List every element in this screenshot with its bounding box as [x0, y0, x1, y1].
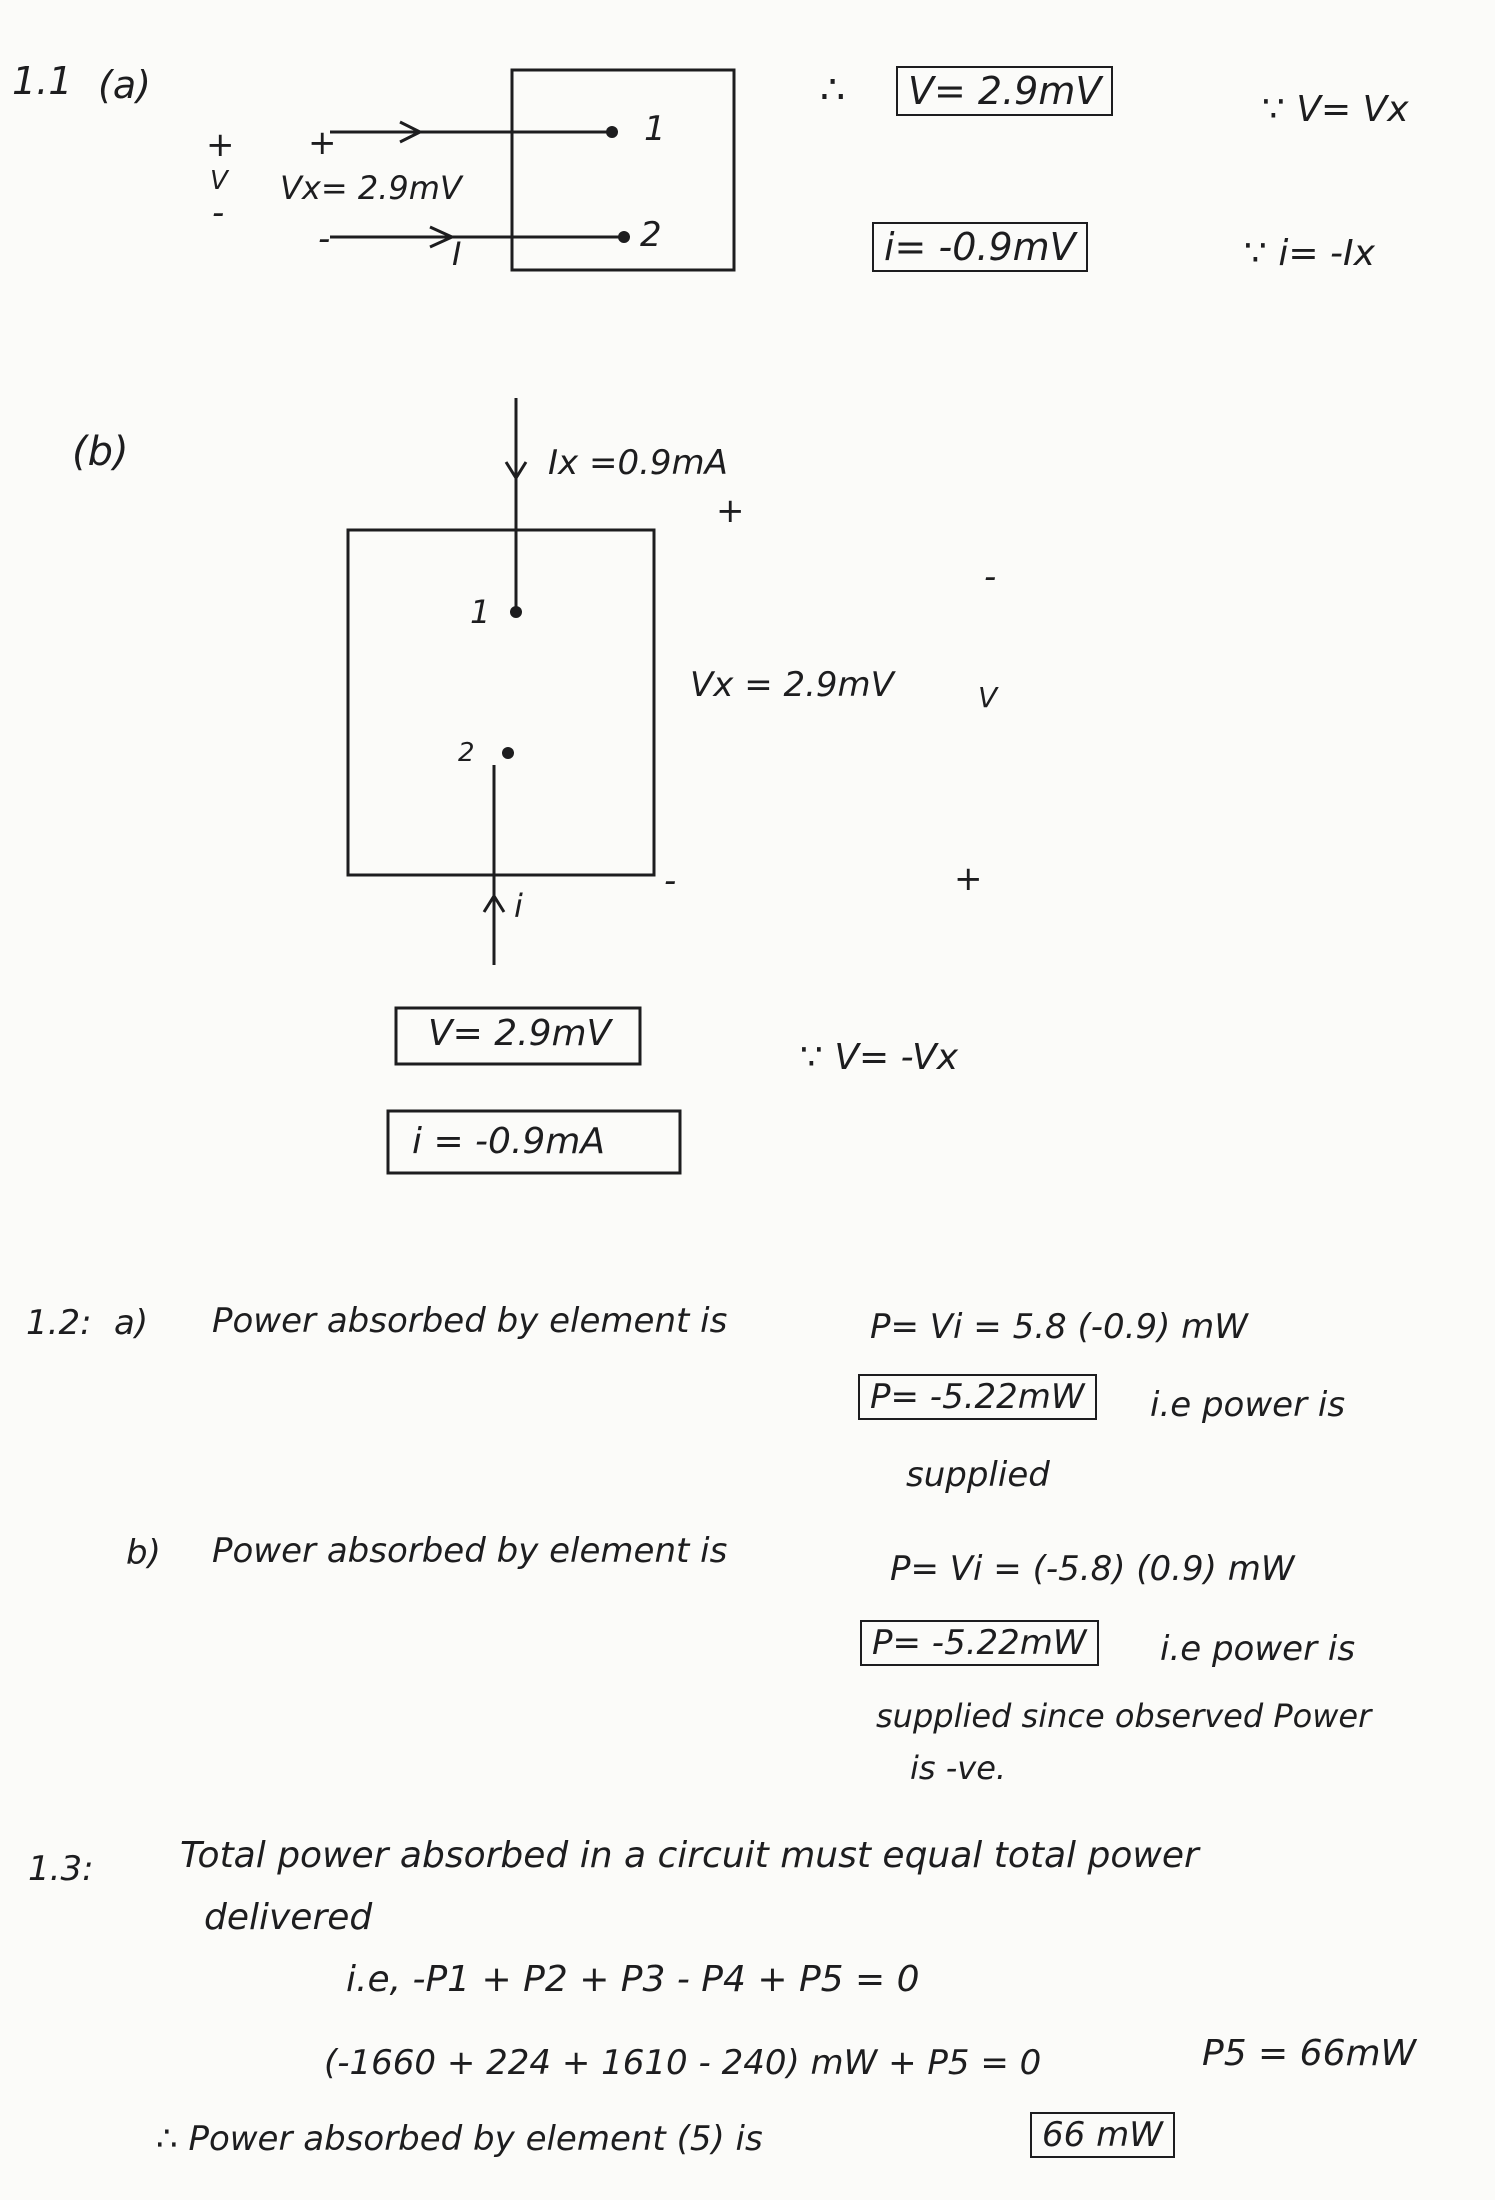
power-equation-a: P= Vi = 5.8 (-0.9) mW	[870, 1307, 1248, 1347]
minus-sign-left: -	[212, 193, 225, 233]
element-box-b	[348, 530, 654, 875]
final-result-p5: 66 mW	[1030, 2112, 1175, 2158]
power-result-b: P= -5.22mW	[860, 1620, 1099, 1666]
because-v-equals-minus-vx: ∵ V= -Vx	[800, 1037, 959, 1078]
terminal-1-label-b: 1	[470, 593, 491, 631]
problem-1-3-label: 1.3:	[28, 1849, 94, 1889]
part-a-label-1-2: a)	[114, 1303, 149, 1343]
i-label-b: i	[514, 887, 523, 925]
because-v-equals-vx: ∵ V= Vx	[1262, 89, 1409, 130]
plus-sign-top-b: +	[716, 491, 745, 531]
p5-value: P5 = 66mW	[1202, 2033, 1417, 2074]
power-note-b-3: is -ve.	[910, 1749, 1007, 1787]
power-equation-b: P= Vi = (-5.8) (0.9) mW	[890, 1549, 1295, 1589]
minus-sign-right-b: -	[984, 557, 997, 597]
power-result-a: P= -5.22mW	[858, 1374, 1097, 1420]
terminal-dot-1-b	[510, 606, 522, 618]
ix-label-b: Ix =0.9mA	[548, 443, 728, 483]
conclusion-statement: ∴ Power absorbed by element (5) is	[156, 2119, 763, 2159]
power-balance-equation: i.e, -P1 + P2 + P3 - P4 + P5 = 0	[346, 1959, 920, 2000]
vx-label-a: Vx= 2.9mV	[280, 169, 462, 207]
v-label-left: V	[210, 166, 228, 196]
therefore-symbol-a: ∴	[820, 67, 846, 113]
part-b-label-1-2: b)	[126, 1533, 161, 1573]
vx-label-b: Vx = 2.9mV	[690, 665, 894, 705]
plus-sign-left: +	[206, 125, 235, 165]
i-result-a: i= -0.9mV	[872, 222, 1088, 272]
minus-sign-bottom-b: -	[664, 861, 677, 901]
terminal-dot-2-a	[618, 231, 630, 243]
plus-sign-bottom-b: +	[954, 859, 983, 899]
v-result-a: V= 2.9mV	[896, 66, 1113, 116]
because-i-equals-minus-ix: ∵ i= -Ix	[1244, 233, 1375, 274]
conservation-statement-1: Total power absorbed in a circuit must equal total power	[180, 1835, 1199, 1876]
power-sum-equation: (-1660 + 224 + 1610 - 240) mW + P5 = 0	[324, 2043, 1042, 2083]
power-statement-a: Power absorbed by element is	[212, 1301, 728, 1341]
part-a-label: (a)	[98, 63, 151, 107]
problem-1-2-label: 1.2:	[26, 1303, 92, 1343]
v-result-b: V= 2.9mV	[428, 1013, 612, 1054]
v-label-b: V	[978, 681, 998, 714]
power-note-a-1: i.e power is	[1150, 1385, 1346, 1425]
power-note-a-2: supplied	[906, 1455, 1050, 1495]
terminal-dot-1-a	[606, 126, 618, 138]
power-statement-b: Power absorbed by element is	[212, 1531, 728, 1571]
power-note-b-2: supplied since observed Power	[876, 1697, 1372, 1735]
i-result-b: i = -0.9mA	[412, 1121, 605, 1162]
minus-sign-vx: -	[318, 219, 331, 259]
part-b-label: (b)	[72, 429, 129, 475]
terminal-dot-2-b	[502, 747, 514, 759]
current-label-a: I	[452, 235, 462, 273]
plus-sign-vx: +	[308, 123, 337, 163]
conservation-statement-2: delivered	[204, 1897, 373, 1938]
terminal-1-label-a: 1	[644, 109, 666, 149]
problem-1-1-label: 1.1	[12, 59, 73, 103]
power-note-b-1: i.e power is	[1160, 1629, 1356, 1669]
terminal-2-label-a: 2	[640, 215, 662, 255]
terminal-2-label-b: 2	[458, 738, 475, 768]
